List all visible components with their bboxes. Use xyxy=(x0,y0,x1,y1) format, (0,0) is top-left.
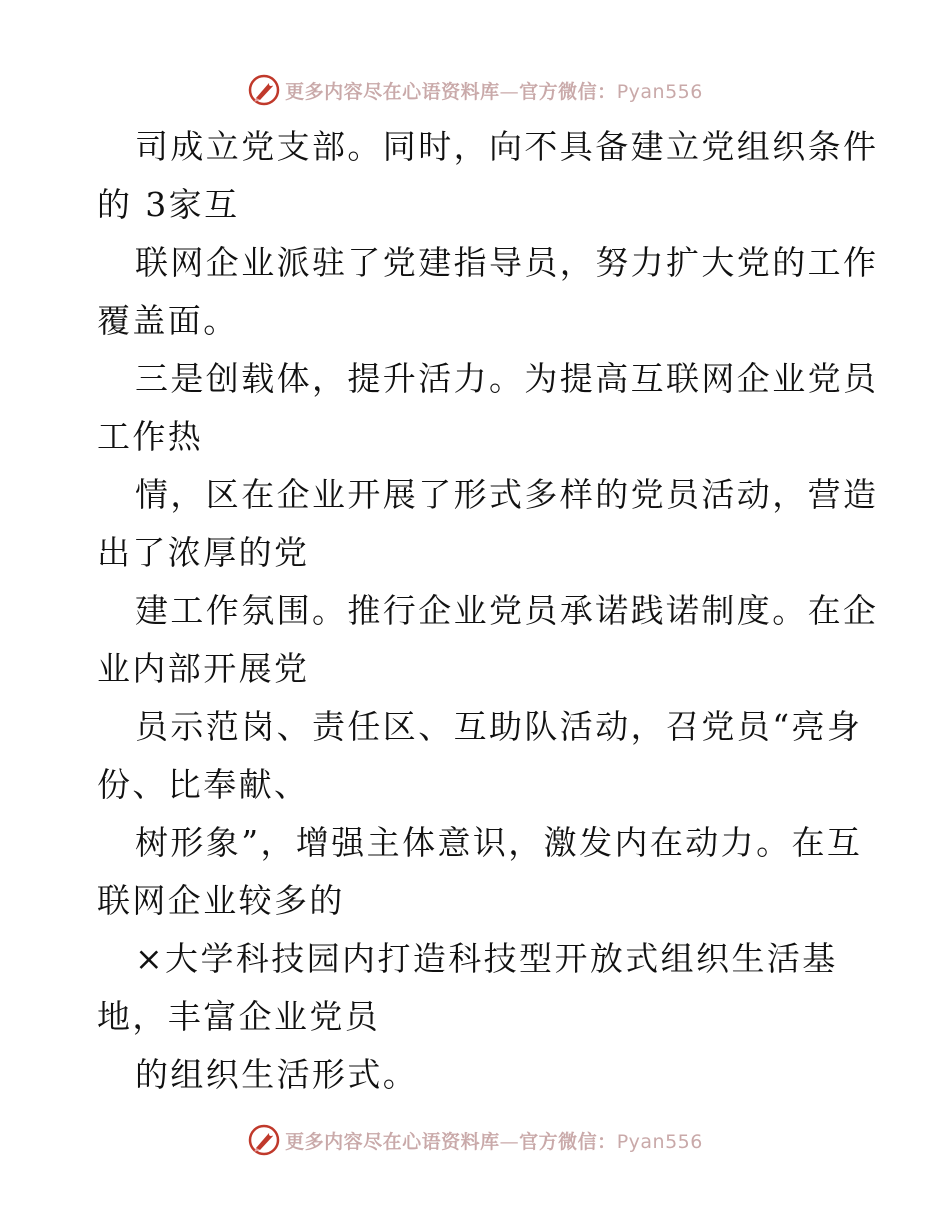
footer-banner-dash: — xyxy=(499,1130,520,1153)
body-line: 工作热 xyxy=(97,417,204,456)
body-line: 覆盖面。 xyxy=(97,301,239,340)
body-line: 三是创载体，提升活力。为提高互联网企业党员 xyxy=(135,359,879,398)
footer-banner-title: 更多内容尽在心语资料库 xyxy=(285,1130,500,1153)
body-line: 司成立党支部。同时，向不具备建立党组织条件 xyxy=(135,127,879,166)
body-line: 业内部开展党 xyxy=(97,649,310,688)
footer-banner-wechat-label: 官方微信： xyxy=(519,1130,617,1153)
footer-banner xyxy=(0,1120,950,1160)
body-line: 出了浓厚的党 xyxy=(97,533,310,572)
body-line: 建工作氛围。推行企业党员承诺践诺制度。在企 xyxy=(135,591,879,630)
body-line: 员示范岗、责任区、互助队活动，召党员“亮身 xyxy=(135,707,863,746)
body-line: 的组织生活形式。 xyxy=(135,1055,419,1094)
pen-logo-icon xyxy=(247,73,281,107)
header-banner-text xyxy=(285,77,703,104)
header-banner-title: 更多内容尽在心语资料库 xyxy=(285,80,500,103)
body-line: 树形象”，增强主体意识，激发内在动力。在互 xyxy=(135,823,863,862)
body-line: 联网企业派驻了党建指导员，努力扩大党的工作 xyxy=(135,243,879,282)
body-line: 份、比奉献、 xyxy=(97,765,310,804)
footer-banner-wechat-id: Pyan556 xyxy=(616,1130,703,1153)
footer-banner-text xyxy=(285,1127,703,1154)
header-banner-dash: — xyxy=(499,80,520,103)
pen-logo-icon xyxy=(247,1123,281,1157)
body-line: 地，丰富企业党员 xyxy=(97,997,381,1036)
body-line: ×大学科技园内打造科技型开放式组织生活基 xyxy=(135,939,838,978)
document-body xyxy=(97,118,879,1104)
header-banner-wechat-id: Pyan556 xyxy=(616,80,703,103)
body-line: 的 3家互 xyxy=(97,185,240,224)
body-line: 联网企业较多的 xyxy=(97,881,345,920)
header-banner-wechat-label: 官方微信： xyxy=(519,80,617,103)
body-line: 情，区在企业开展了形式多样的党员活动，营造 xyxy=(135,475,879,514)
header-banner xyxy=(0,70,950,110)
